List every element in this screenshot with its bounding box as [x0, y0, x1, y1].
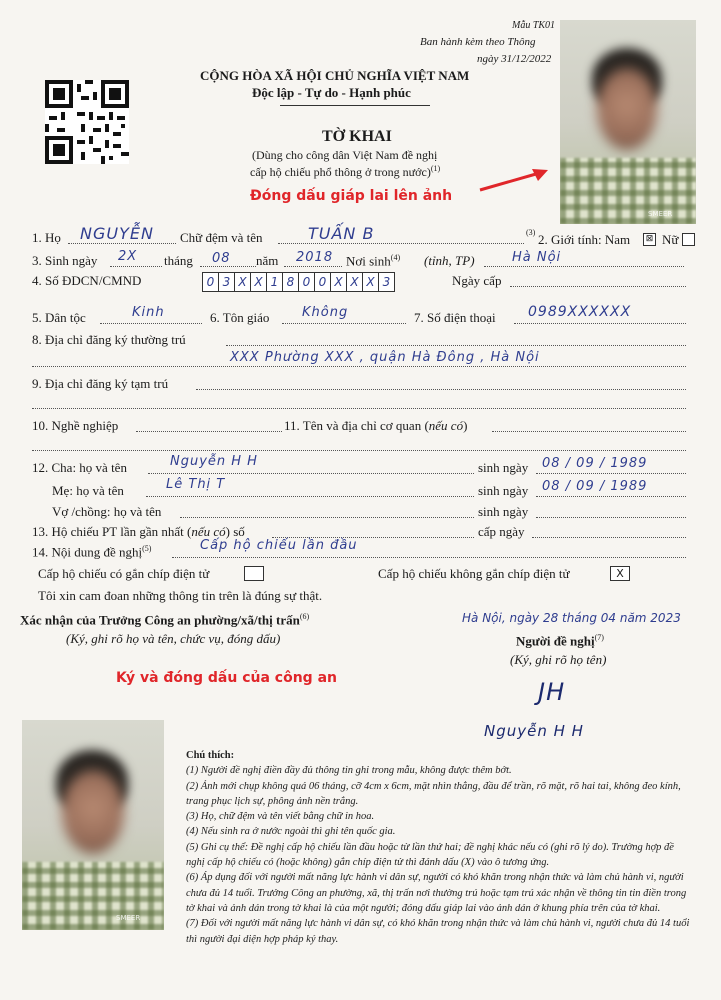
- mother-dob-label: sinh ngày: [478, 483, 529, 498]
- gender-sup: (3): [526, 228, 536, 237]
- surname-value: NGUYỄN: [80, 224, 154, 243]
- ethnic-value: Kinh: [132, 305, 165, 320]
- pob-unit: (tỉnh, TP): [424, 253, 475, 268]
- religion-value: Không: [302, 305, 349, 320]
- applicant-photo-bottom: SMEER: [22, 720, 164, 930]
- id-number-cell: 1: [267, 273, 283, 291]
- footnotes: [186, 748, 691, 947]
- gender-female-checkbox[interactable]: [682, 233, 695, 246]
- stamp-note: Đóng dấu giáp lai lên ảnh: [250, 188, 453, 204]
- id-number-cell: 3: [219, 273, 235, 291]
- id-number-cell: X: [235, 273, 251, 291]
- id-label: 4. Số ĐDCN/CMND: [32, 273, 142, 288]
- no-chip-option-label: Cấp hộ chiếu không gắn chíp điện tử: [378, 566, 570, 581]
- request-value: Cấp hộ chiếu lần đầu: [200, 538, 358, 553]
- footnote-item: (7) Đối với người mất năng lực hành vi dân sự, có khó khăn trong nhận thức và làm chủ hành vi, người chưa đủ 14 tuổi thì người đại diện hợp pháp ký thay.: [186, 918, 690, 945]
- chip-checkbox[interactable]: [244, 566, 264, 581]
- spouse-label: Vợ /chồng: họ và tên: [52, 504, 162, 519]
- dob-day: 2X: [118, 249, 138, 264]
- dob-month-label: tháng: [164, 253, 193, 268]
- employer-label: 11. Tên và địa chỉ cơ quan (nếu có): [284, 418, 468, 433]
- spouse-dob-label: sinh ngày: [478, 504, 529, 519]
- phone-value: 0989XXXXXX: [528, 304, 632, 320]
- father-label: 12. Cha: họ và tên: [32, 460, 127, 475]
- applicant-hint: (Ký, ghi rõ họ tên): [510, 652, 607, 667]
- father-name: Nguyễn H H: [170, 454, 258, 469]
- id-number-cell: 3: [382, 275, 391, 289]
- id-number-cell: 0: [315, 273, 331, 291]
- id-number-cell: 0: [299, 273, 315, 291]
- form-subtitle-2: cấp hộ chiếu phổ thông ở trong nước)$^{(1)}$: [250, 164, 441, 179]
- father-dob: 08 / 09 / 1989: [542, 456, 648, 471]
- gender-label: 2. Giới tính: Nam: [538, 232, 631, 247]
- no-chip-checkbox[interactable]: X: [610, 566, 630, 581]
- police-confirm-title: Xác nhận của Trưởng Công an phường/xã/thị trấn$^{(6)}$: [20, 612, 310, 628]
- father-dob-label: sinh ngày: [478, 460, 529, 475]
- police-confirm-hint: (Ký, ghi rõ họ và tên, chức vụ, đóng dấu): [66, 631, 281, 646]
- footnote-item: (1) Người đề nghị điền đầy đủ thông tin ghi trong mẫu, không được thêm bớt.: [186, 765, 512, 777]
- religion-label: 6. Tôn giáo: [210, 310, 270, 325]
- footnote-item: (3) Họ, chữ đệm và tên viết bằng chữ in hoa.: [186, 811, 375, 823]
- declaration: Tôi xin cam đoan những thông tin trên là đúng sự thật.: [38, 588, 323, 603]
- ethnic-label: 5. Dân tộc: [32, 310, 86, 325]
- id-number-cell: 8: [283, 273, 299, 291]
- request-label: 14. Nội dung đề nghị$^{(5)}$: [32, 544, 152, 560]
- issued-with: Ban hành kèm theo Thông: [420, 36, 536, 48]
- last-passport-label: 13. Hộ chiếu PT lần gần nhất (nếu có) số: [32, 524, 245, 539]
- police-note: Ký và đóng dấu của công an: [116, 670, 337, 686]
- red-arrow-icon: [478, 168, 550, 194]
- mother-label: Mẹ: họ và tên: [52, 483, 124, 498]
- pob-value: Hà Nội: [512, 250, 562, 265]
- mother-name: Lê Thị T: [166, 477, 226, 492]
- applicant-photo-top: SMEER: [560, 20, 696, 224]
- footnotes-title: Chú thích:: [186, 750, 235, 761]
- gender-female-label: Nữ: [662, 232, 679, 247]
- motto-underline: [280, 105, 430, 106]
- dob-month: 08: [212, 251, 231, 266]
- qr-code: [45, 80, 129, 164]
- dob-year-label: năm: [256, 253, 279, 268]
- id-number-cell: 0: [203, 273, 219, 291]
- footnote-item: (6) Áp dụng đối với người mất năng lực hành vi dân sự, người có khó khăn trong nhận thức và làm chủ hành vi, người chưa đủ 14 tuổi. Trưởng Công an phường, xã, thị trấn nơi thường trú hoặc tạm trú xác nhận về thông tin tin điền trong tờ khai và ảnh dán trong tờ khai là của một người; đóng dấu giáp lai vào ảnh dán ở khung phía trên của tờ khai.: [186, 872, 687, 914]
- signature-name: Nguyễn H H: [484, 722, 584, 740]
- id-number-cell: X: [331, 273, 347, 291]
- applicant-title: Người đề nghị$^{(7)}$: [516, 633, 604, 649]
- signature-initials: JH: [538, 678, 566, 706]
- footnote-item: (2) Ảnh mới chụp không quá 06 tháng, cỡ 4cm x 6cm, mặt nhìn thẳng, đầu để trần, rõ mặt, rõ hai tai, không đeo kính, trang phục lịch sự, phông ảnh nền trắng.: [186, 780, 681, 807]
- issue-date-label: Ngày cấp: [452, 273, 502, 288]
- id-number-cell: X: [251, 273, 267, 291]
- footnote-item: (5) Ghi cụ thể: Đề nghị cấp hộ chiếu lần đầu hoặc từ lần thứ hai; đề nghị khác nếu có (ghi rõ lý do). Trường hợp đề nghị cấp hộ chiếu có (hoặc không) gắn chíp điện tử thì đánh dấu (X) vào ô tương ứng.: [186, 841, 674, 869]
- motto: Độc lập - Tự do - Hạnh phúc: [252, 85, 411, 100]
- job-label: 10. Nghề nghiệp: [32, 418, 119, 433]
- dob-year: 2018: [296, 250, 334, 265]
- republic-heading: CỘNG HÒA XÃ HỘI CHỦ NGHĨA VIỆT NAM: [200, 68, 470, 83]
- footnote-item: (4) Nếu sinh ra ở nước ngoài thì ghi tên quốc gia.: [186, 826, 396, 838]
- id-number-boxes: [202, 272, 395, 292]
- pob-label: Nơi $\sinh^{(4)}$: [346, 253, 401, 269]
- issued-date: ngày 31/12/2022: [477, 53, 552, 65]
- phone-label: 7. Số điện thoại: [414, 310, 496, 325]
- id-number-cell: X: [363, 273, 379, 291]
- form-title: TỜ KHAI: [322, 128, 392, 145]
- surname-label: 1. Họ: [32, 230, 61, 245]
- id-number-cell: X: [347, 273, 363, 291]
- last-passport-date-label: cấp ngày: [478, 524, 525, 539]
- dob-label: 3. Sinh ngày: [32, 253, 98, 268]
- form-subtitle-1: (Dùng cho công dân Việt Nam đề nghị: [252, 148, 438, 162]
- temporary-address-label: 9. Địa chỉ đăng ký tạm trú: [32, 376, 169, 391]
- given-name-label: Chữ đệm và tên: [180, 230, 263, 245]
- mother-dob: 08 / 09 / 1989: [542, 479, 648, 494]
- given-name-value: TUẤN B: [308, 224, 375, 243]
- place-date: Hà Nội, ngày 28 tháng 04 năm 2023: [462, 611, 681, 625]
- permanent-address-value: XXX Phường XXX , quận Hà Đông , Hà Nội: [230, 350, 540, 365]
- chip-option-label: Cấp hộ chiếu có gắn chíp điện tử: [38, 566, 210, 581]
- permanent-address-label: 8. Địa chỉ đăng ký thường trú: [32, 332, 186, 347]
- form-number: Mẫu TK01: [512, 20, 556, 31]
- gender-male-checkbox[interactable]: ⊠: [643, 233, 656, 246]
